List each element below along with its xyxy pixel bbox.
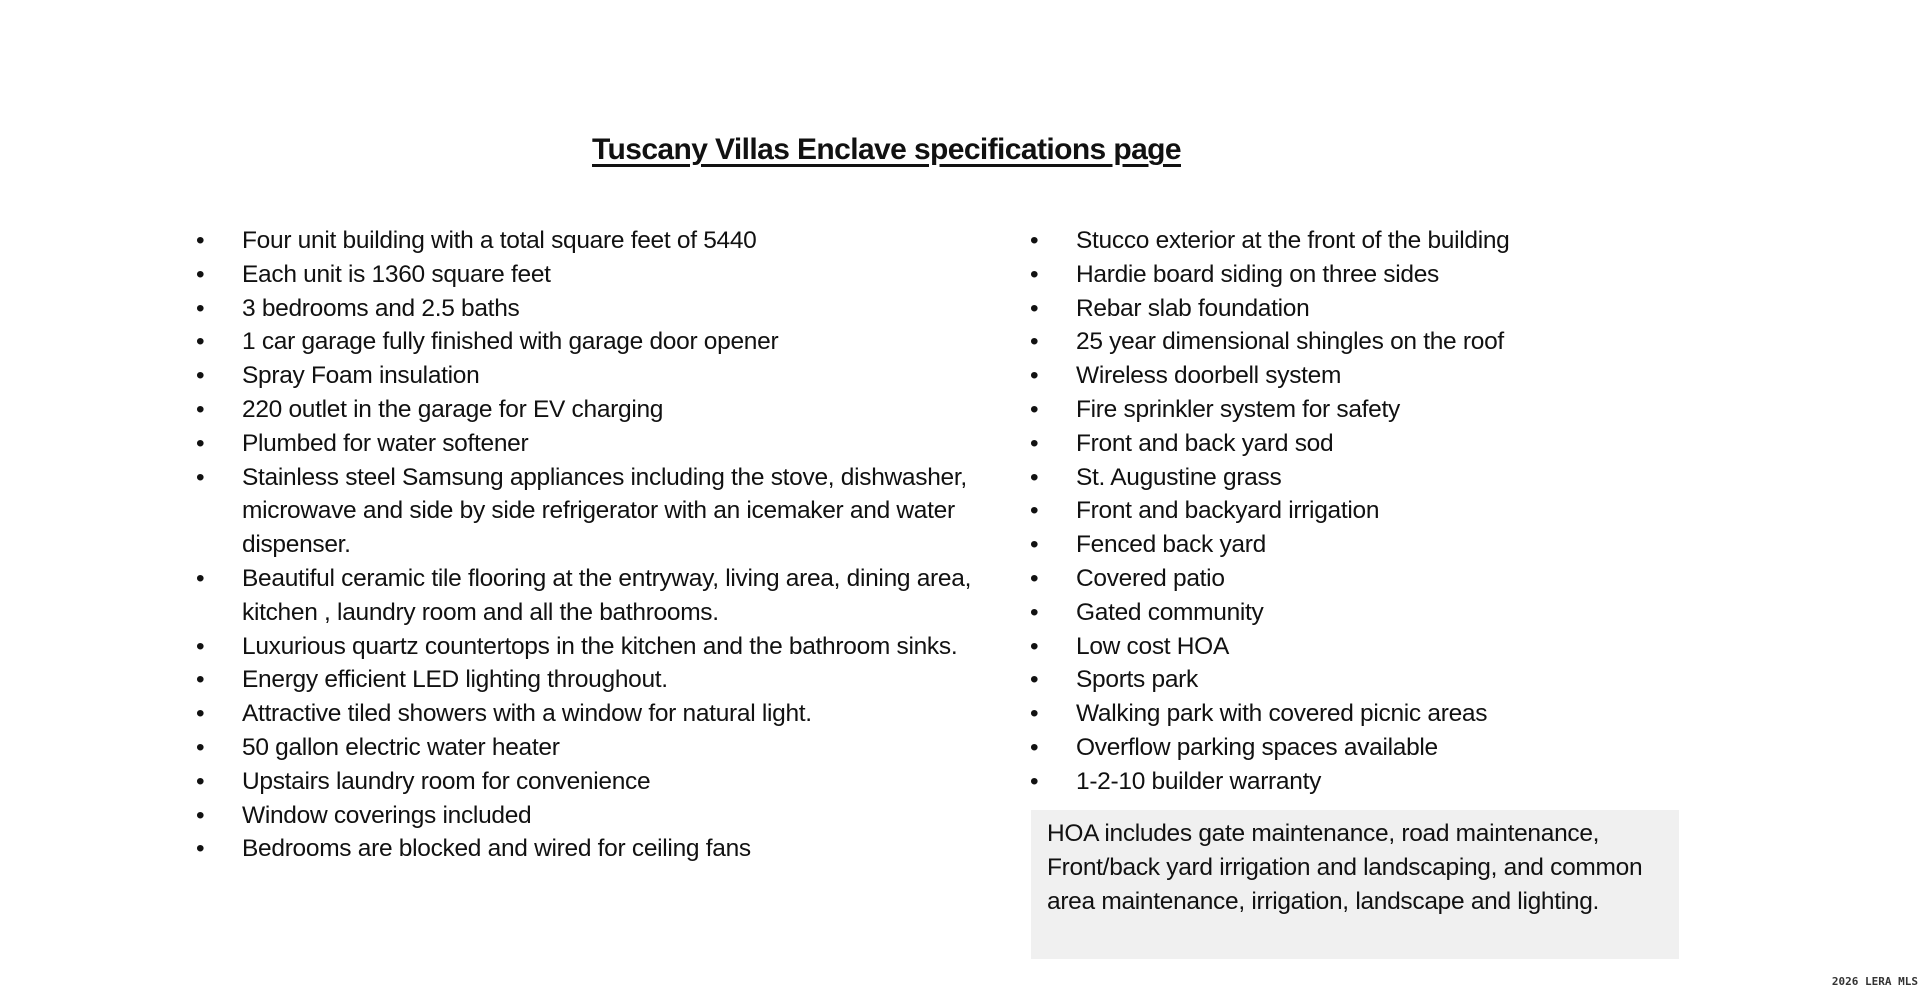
- list-item-text: 1 car garage fully finished with garage door opener: [242, 328, 779, 356]
- bullet-icon: •: [1030, 531, 1039, 559]
- list-item-text: Beautiful ceramic tile flooring at the entryway, living area, dining area, kitchen , laundry room and all the bathrooms.: [242, 564, 972, 626]
- list-item: [1030, 596, 1680, 630]
- bullet-icon: •: [196, 801, 205, 829]
- list-item-text: 50 gallon electric water heater: [242, 733, 560, 761]
- bullet-icon: •: [196, 463, 205, 491]
- list-item-text: Gated community: [1076, 598, 1264, 626]
- list-item: [196, 663, 976, 697]
- list-item-text: Each unit is 1360 square feet: [242, 260, 551, 288]
- list-item: [196, 427, 976, 461]
- list-item: [1030, 494, 1680, 528]
- bullet-icon: •: [1030, 632, 1039, 660]
- list-item: [196, 799, 976, 833]
- list-item: [196, 630, 976, 664]
- bullet-icon: •: [196, 429, 205, 457]
- list-item-text: 25 year dimensional shingles on the roof: [1076, 328, 1504, 356]
- hoa-note-box: [1031, 810, 1679, 959]
- bullet-icon: •: [1030, 598, 1039, 626]
- bullet-icon: •: [196, 395, 205, 423]
- list-item: [1030, 224, 1680, 258]
- list-item-text: Covered patio: [1076, 564, 1225, 592]
- bullet-icon: •: [196, 700, 205, 728]
- list-item-text: Stainless steel Samsung appliances including the stove, dishwasher, microwave and side by side refrigerator with an icemaker and water dispenser.: [242, 463, 967, 559]
- list-item: [196, 562, 976, 630]
- bullet-icon: •: [1030, 564, 1039, 592]
- list-item: [1030, 292, 1680, 326]
- bullet-icon: •: [1030, 294, 1039, 322]
- bullet-icon: •: [1030, 227, 1039, 254]
- list-item-text: Front and backyard irrigation: [1076, 497, 1380, 525]
- bullet-icon: •: [1030, 395, 1039, 423]
- bullet-icon: •: [196, 666, 205, 694]
- list-item: [196, 697, 976, 731]
- bullet-icon: •: [1030, 328, 1039, 356]
- list-item-text: 3 bedrooms and 2.5 baths: [242, 294, 520, 322]
- bullet-icon: •: [1030, 497, 1039, 525]
- list-item-text: Spray Foam insulation: [242, 362, 480, 390]
- list-item-text: St. Augustine grass: [1076, 463, 1282, 491]
- list-item: [196, 224, 976, 258]
- list-item-text: Four unit building with a total square feet of 5440: [242, 227, 757, 254]
- list-item-text: Front and back yard sod: [1076, 429, 1334, 457]
- bullet-icon: •: [196, 767, 205, 795]
- bullet-icon: •: [1030, 666, 1039, 694]
- feature-list-left: [196, 224, 976, 866]
- list-item-text: Upstairs laundry room for convenience: [242, 767, 651, 795]
- list-item: [1030, 697, 1680, 731]
- bullet-icon: •: [196, 328, 205, 356]
- list-item: [1030, 528, 1680, 562]
- bullet-icon: •: [1030, 463, 1039, 491]
- list-item: [196, 325, 976, 359]
- list-item-text: 220 outlet in the garage for EV charging: [242, 395, 664, 423]
- list-item-text: Window coverings included: [242, 801, 532, 829]
- bullet-icon: •: [196, 260, 205, 288]
- copyright-watermark: 2026 LERA MLS: [1831, 975, 1918, 988]
- list-item-text: Energy efficient LED lighting throughout.: [242, 666, 668, 694]
- list-item-text: Hardie board siding on three sides: [1076, 260, 1439, 288]
- list-item: [196, 731, 976, 765]
- list-item-text: Overflow parking spaces available: [1076, 733, 1438, 761]
- feature-list-right: [1030, 224, 1680, 799]
- bullet-icon: •: [1030, 700, 1039, 728]
- bullet-icon: •: [1030, 362, 1039, 390]
- list-item: [196, 292, 976, 326]
- list-item-text: Walking park with covered picnic areas: [1076, 700, 1488, 728]
- bullet-icon: •: [196, 632, 205, 660]
- list-item: [196, 258, 976, 292]
- bullet-icon: •: [196, 835, 205, 863]
- bullet-icon: •: [196, 362, 205, 390]
- list-item-text: Fenced back yard: [1076, 531, 1266, 559]
- list-item-text: Wireless doorbell system: [1076, 362, 1342, 390]
- list-item: [1030, 258, 1680, 292]
- list-item-text: Bedrooms are blocked and wired for ceiling fans: [242, 835, 751, 863]
- list-item-text: Sports park: [1076, 666, 1198, 694]
- list-item: [1030, 461, 1680, 495]
- list-item: [196, 765, 976, 799]
- list-item: [1030, 731, 1680, 765]
- list-item: [1030, 427, 1680, 461]
- list-item: [196, 832, 976, 866]
- bullet-icon: •: [1030, 429, 1039, 457]
- list-item: [1030, 765, 1680, 799]
- bullet-icon: •: [196, 564, 205, 592]
- list-item: [1030, 393, 1680, 427]
- hoa-note-text: HOA includes gate maintenance, road maintenance, Front/back yard irrigation and landscaping, and common area maintenance, irrigation, landscape and lighting.: [1047, 820, 1643, 915]
- list-item: [1030, 630, 1680, 664]
- list-item-text: 1-2-10 builder warranty: [1076, 767, 1322, 795]
- bullet-icon: •: [196, 733, 205, 761]
- list-item-text: Attractive tiled showers with a window for natural light.: [242, 700, 812, 728]
- list-item: [1030, 325, 1680, 359]
- bullet-icon: •: [1030, 767, 1039, 795]
- list-item: [1030, 663, 1680, 697]
- bullet-icon: •: [196, 227, 205, 254]
- list-item: [196, 461, 976, 562]
- list-item: [1030, 562, 1680, 596]
- list-item: [1030, 359, 1680, 393]
- list-item-text: Fire sprinkler system for safety: [1076, 395, 1400, 423]
- list-item: [196, 359, 976, 393]
- list-item-text: Luxurious quartz countertops in the kitchen and the bathroom sinks.: [242, 632, 958, 660]
- bullet-icon: •: [196, 294, 205, 322]
- bullet-icon: •: [1030, 260, 1039, 288]
- list-item-text: Stucco exterior at the front of the building: [1076, 227, 1510, 254]
- list-item-text: Plumbed for water softener: [242, 429, 529, 457]
- bullet-icon: •: [1030, 733, 1039, 761]
- page-title: Tuscany Villas Enclave specifications page: [592, 133, 1181, 166]
- list-item: [196, 393, 976, 427]
- list-item-text: Low cost HOA: [1076, 632, 1229, 660]
- list-item-text: Rebar slab foundation: [1076, 294, 1310, 322]
